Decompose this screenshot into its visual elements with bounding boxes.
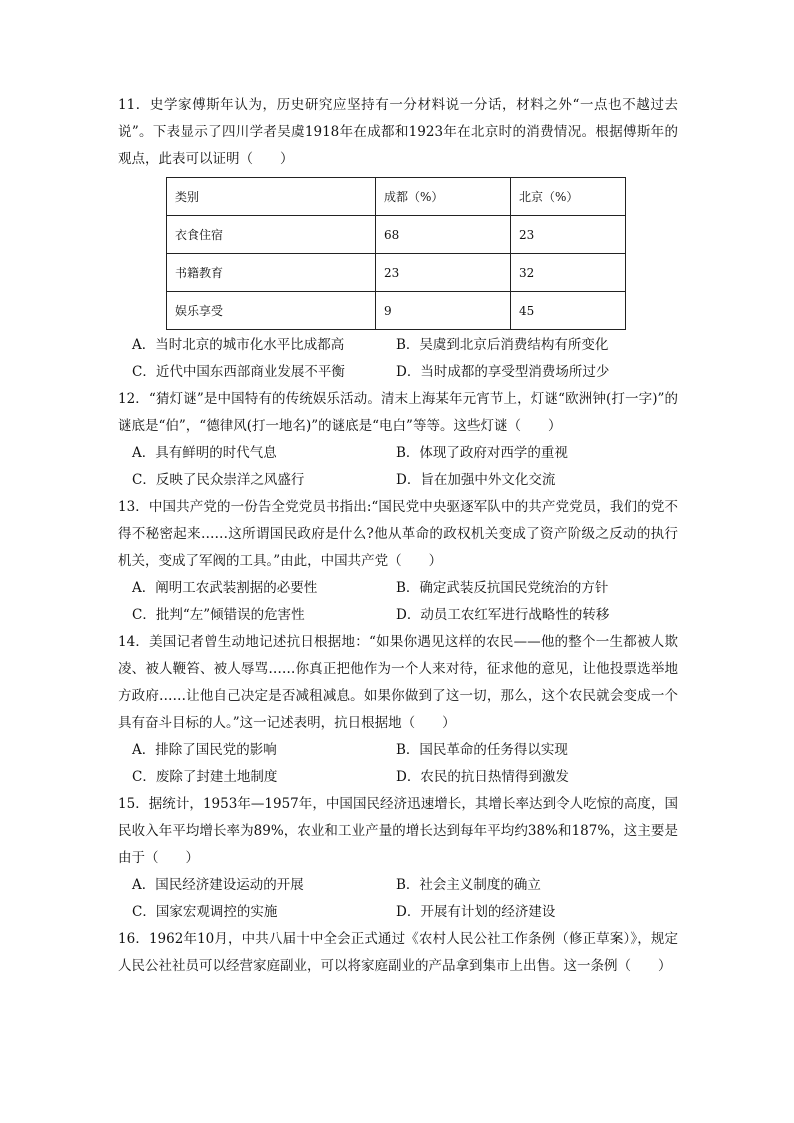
table-header-beijing: 北京（%） [511, 178, 626, 216]
table-cell: 衣食住宿 [167, 216, 376, 254]
table-header-category: 类别 [167, 178, 376, 216]
table-row [167, 216, 626, 254]
q13-option-c: C．批判“左”倾错误的危害性 [132, 607, 305, 623]
consumption-table [166, 177, 626, 330]
table-cell: 书籍教育 [167, 254, 376, 292]
q15-options-row-1 [118, 872, 678, 899]
q13-option-d: D．动员工农红军进行战略性的转移 [396, 607, 610, 623]
q13-option-a: A．阐明工农武装割据的必要性 [132, 580, 318, 596]
q12-stem: 12．“猜灯谜”是中国特有的传统娱乐活动。清末上海某年元宵节上，灯谜“欧洲钟(打一字)”的谜底是“伯”，“德律风(打一地名)”的谜底是“电白”等等。这些灯谜（ ） [118, 391, 678, 434]
q14-stem: 14．美国记者曾生动地记述抗日根据地：“如果你遇见这样的农民——他的整个一生都被人欺凌、被人鞭笞、被人辱骂……你真正把他作为一个人来对待，征求他的意见，让他投票选举地方政府……让他自己决定是否减租减息。如果你做到了这一切，那么，这个农民就会变成一个具有奋斗目标的人。”这一记述表明，抗日根据地（ ） [118, 634, 678, 731]
exam-page [118, 92, 678, 980]
table-row [167, 254, 626, 292]
q15-option-b: B．社会主义制度的确立 [396, 877, 541, 893]
table-cell: 32 [511, 254, 626, 292]
q11-option-c: C．近代中国东西部商业发展不平衡 [132, 364, 345, 380]
q12-options-row-2 [118, 467, 678, 494]
table-cell: 45 [511, 292, 626, 330]
table-cell: 23 [376, 254, 511, 292]
q13-options-row-1 [118, 575, 678, 602]
q14-option-a: A．排除了国民党的影响 [132, 742, 277, 758]
q14-option-b: B．国民革命的任务得以实现 [396, 742, 568, 758]
q11-options-row-1 [118, 332, 678, 359]
q15-option-d: D．开展有计划的经济建设 [396, 904, 556, 920]
q14-options-row-2 [118, 764, 678, 791]
table-header-chengdu: 成都（%） [376, 178, 511, 216]
q12-option-c: C．反映了民众崇洋之风盛行 [132, 472, 305, 488]
q15-options-row-2 [118, 899, 678, 926]
q11-options-row-2 [118, 359, 678, 386]
q15-option-a: A．国民经济建设运动的开展 [132, 877, 304, 893]
q14-option-d: D．农民的抗日热情得到激发 [396, 769, 569, 785]
q15-option-c: C．国家宏观调控的实施 [132, 904, 278, 920]
q13-option-b: B．确定武装反抗国民党统治的方针 [396, 580, 609, 596]
q11-stem: 11．史学家傅斯年认为，历史研究应坚持有一分材料说一分话，材料之外“一点也不越过去说”。下表显示了四川学者吴虞1918年在成都和1923年在北京时的消费情况。根据傅斯年的观点，此表可以证明（ ） [118, 97, 678, 167]
q11-option-a: A．当时北京的城市化水平比成都高 [132, 337, 345, 353]
table-cell: 68 [376, 216, 511, 254]
q12-options-row-1 [118, 440, 678, 467]
table-cell: 9 [376, 292, 511, 330]
q14-options-row-1 [118, 737, 678, 764]
q15-stem: 15．据统计，1953年—1957年，中国国民经济迅速增长，其增长率达到令人吃惊的高度，国民收入年平均增长率为89%，农业和工业产量的增长达到每年平均约38%和187%，这主要是由于（ ） [118, 796, 678, 866]
q11-option-b: B．吴虞到北京后消费结构有所变化 [396, 337, 609, 353]
q12-option-d: D．旨在加强中外文化交流 [396, 472, 556, 488]
table-cell: 娱乐享受 [167, 292, 376, 330]
q16-stem: 16．1962年10月，中共八届十中全会正式通过《农村人民公社工作条例（修正草案）》，规定人民公社社员可以经营家庭副业，可以将家庭副业的产品拿到集市上出售。这一条例（ ） [118, 931, 678, 974]
q13-options-row-2 [118, 602, 678, 629]
q11-option-d: D．当时成都的享受型消费场所过少 [396, 364, 610, 380]
table-row [167, 292, 626, 330]
q14-option-c: C．废除了封建土地制度 [132, 769, 278, 785]
q12-option-a: A．具有鲜明的时代气息 [132, 445, 277, 461]
q13-stem: 13．中国共产党的一份告全党党员书指出:“国民党中央驱逐军队中的共产党党员，我们的党不得不秘密起来……这所谓国民政府是什么?他从革命的政权机关变成了资产阶级之反动的执行机关，变成了军阀的工具。”由此，中国共产党（ ） [118, 499, 678, 569]
table-header-row [167, 178, 626, 216]
table-cell: 23 [511, 216, 626, 254]
q12-option-b: B．体现了政府对西学的重视 [396, 445, 568, 461]
